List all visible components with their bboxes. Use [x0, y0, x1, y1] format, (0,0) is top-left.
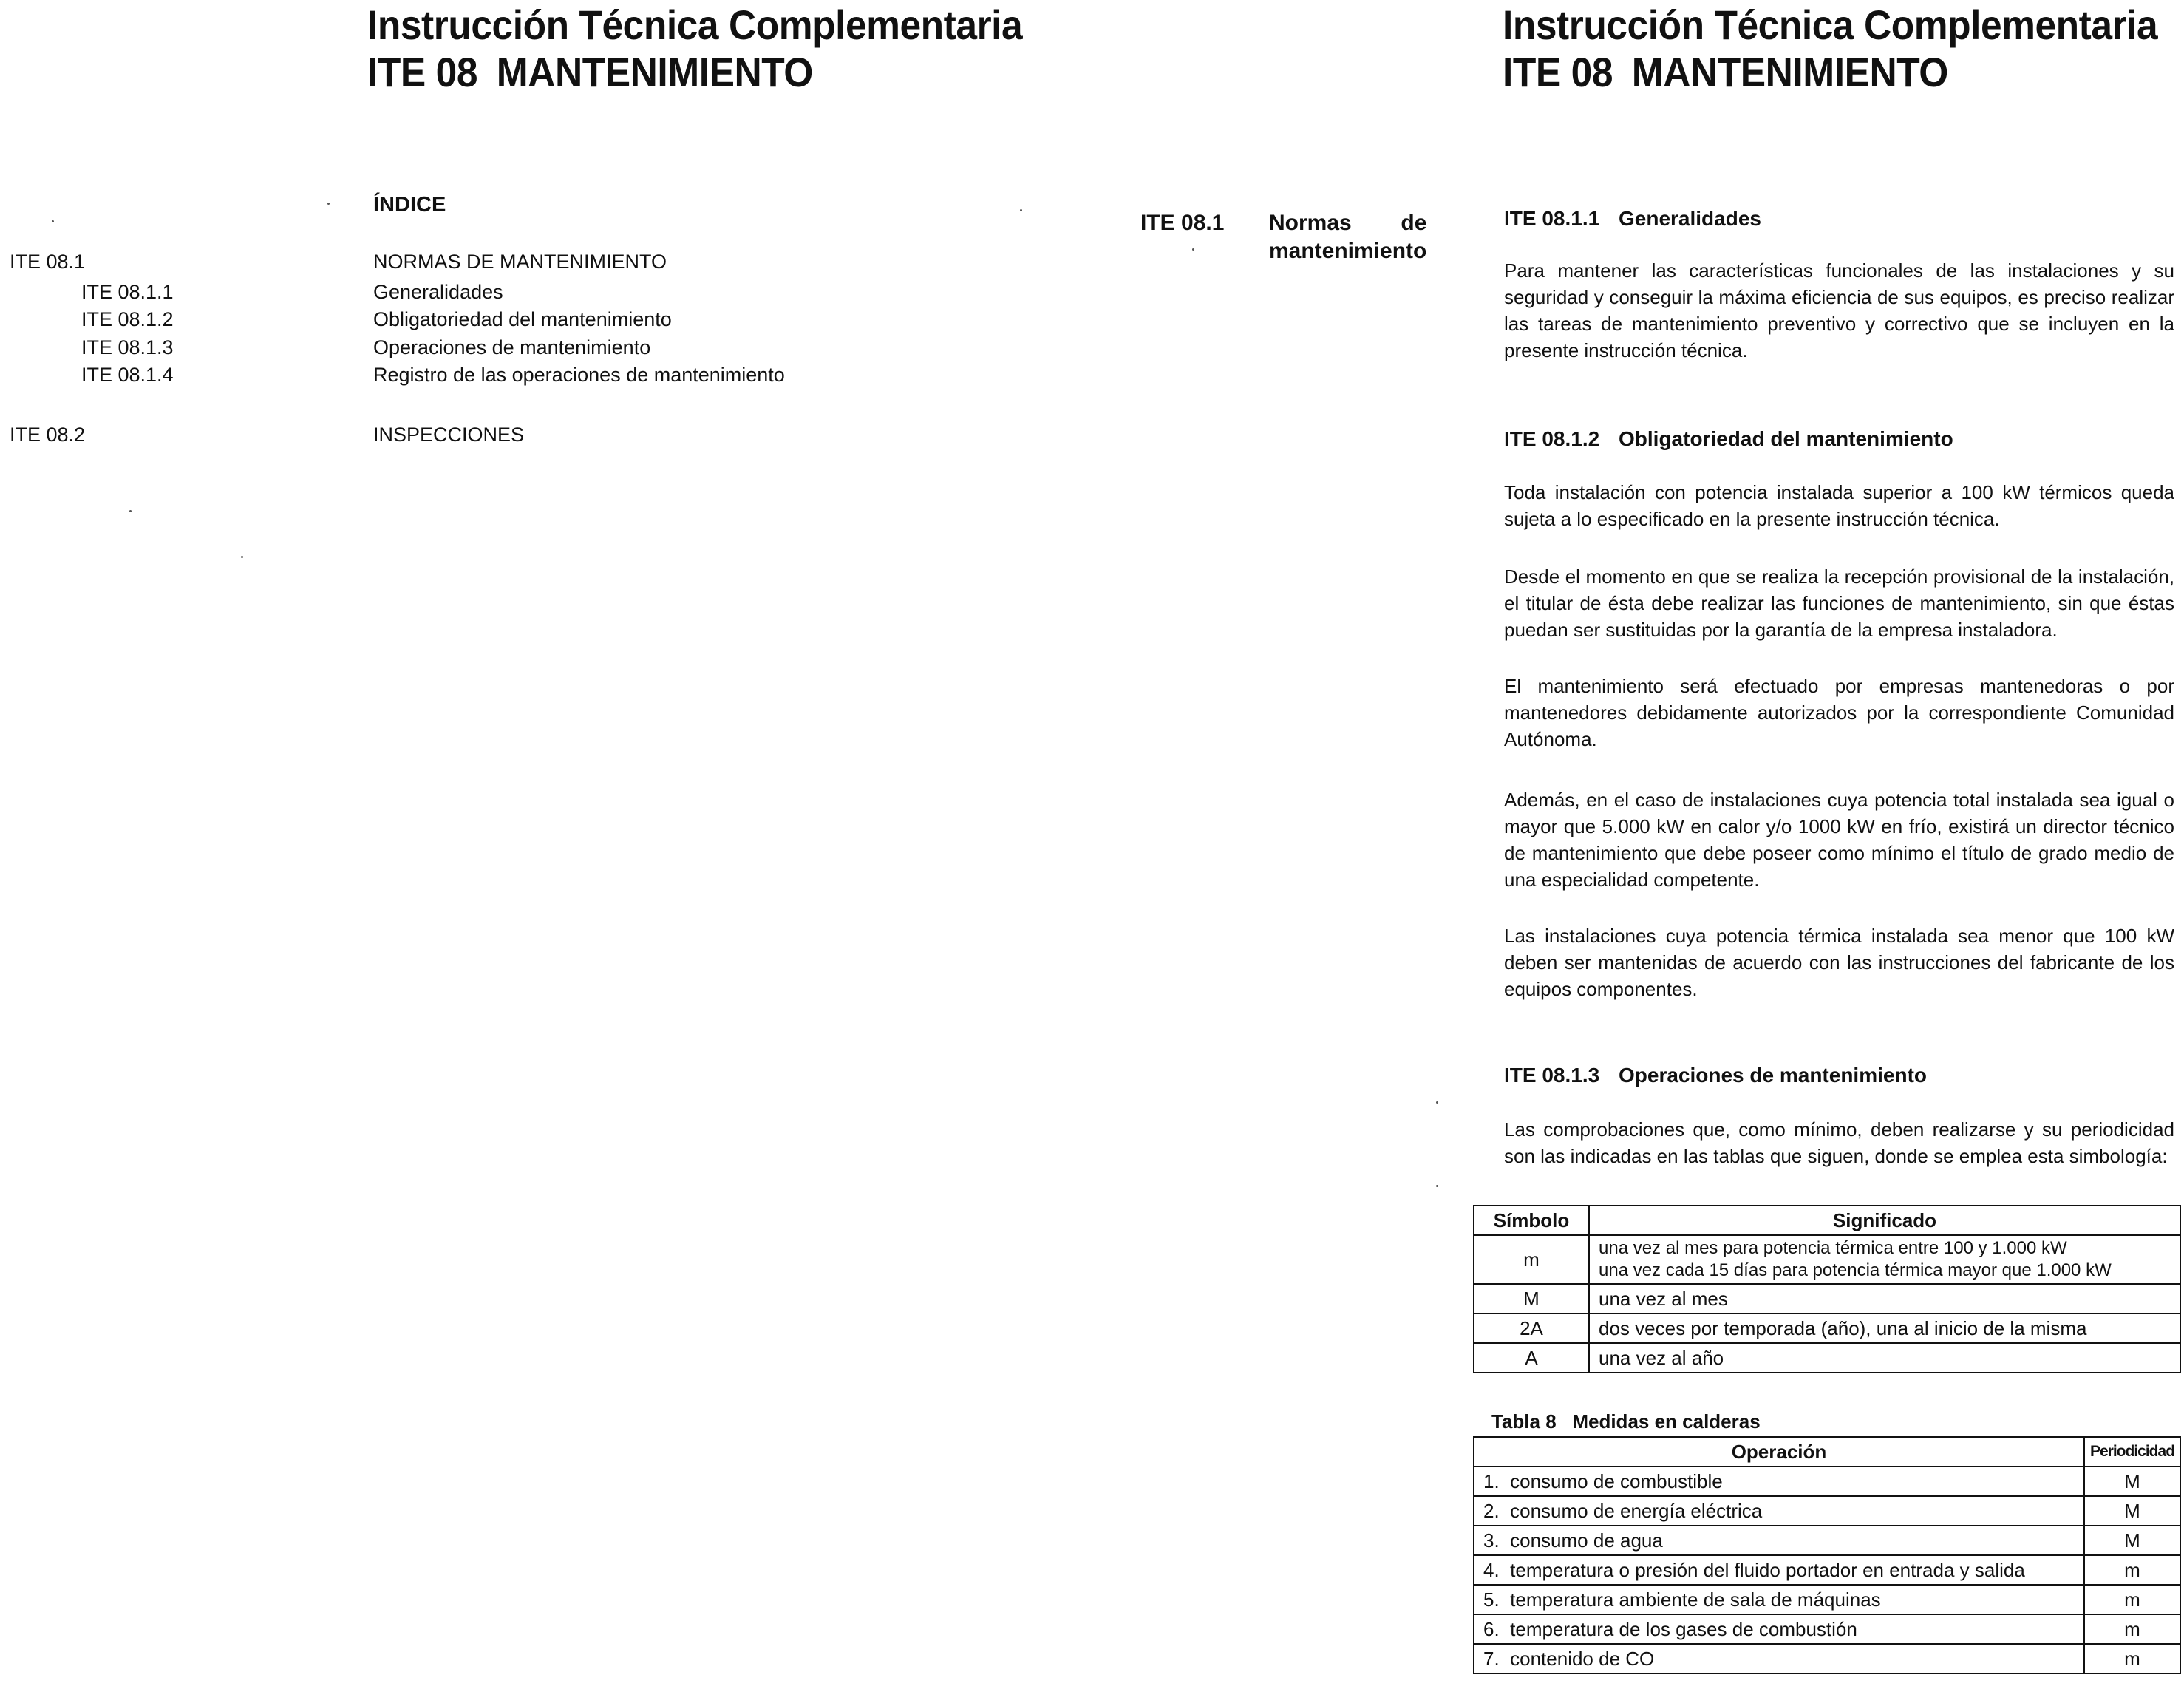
- index-code: ITE 08.1.2: [81, 308, 174, 330]
- paragraph: Además, en el caso de instalaciones cuya potencia total instalada sea igual o mayor que 5.000 kW en calor y/o 1000 kW en frío, existirá un director técnico de mantenimiento que debe poseer como mínimo el título de grado medio de una especialidad competente.: [1504, 789, 2174, 891]
- periodicity-cell: M: [2084, 1496, 2180, 1526]
- index-code: ITE 08.1.1: [81, 281, 174, 303]
- margin-section-code: ITE 08.1: [1140, 211, 1225, 235]
- margin-title-word: Normas de: [1269, 211, 1427, 235]
- meaning-line: una vez cada 15 días para potencia térmica mayor que 1.000 kW: [1599, 1260, 2112, 1280]
- meaning-cell: una vez al mes: [1589, 1284, 2180, 1314]
- table-row: [1474, 1555, 2180, 1585]
- table-row: [1474, 1644, 2180, 1673]
- symbol-cell: M: [1474, 1284, 1589, 1314]
- left-header-line2: [367, 49, 1022, 96]
- table-row: [1474, 1235, 2180, 1284]
- periodicity-cell: m: [2084, 1644, 2180, 1673]
- periodicity-cell: m: [2084, 1614, 2180, 1644]
- periodicity-column-header: Periodicidad: [2084, 1437, 2180, 1467]
- operation-cell: 6. temperatura de los gases de combustión: [1474, 1614, 2084, 1644]
- table-row: [1474, 1585, 2180, 1614]
- table-header-row: [1474, 1437, 2180, 1467]
- right-header-title: MANTENIMIENTO: [1631, 49, 1948, 95]
- section-heading-08-1-2: [1504, 427, 1953, 451]
- table-row: [1474, 1614, 2180, 1644]
- index-code: ITE 08.1: [10, 251, 86, 273]
- section-title: Operaciones de mantenimiento: [1619, 1064, 1927, 1087]
- index-text: Operaciones de mantenimiento: [373, 336, 651, 358]
- index-text: INSPECCIONES: [373, 424, 525, 446]
- index-code: ITE 08.1.3: [81, 336, 174, 358]
- section-number: ITE 08.1.1: [1504, 207, 1600, 230]
- periodicity-cell: m: [2084, 1555, 2180, 1585]
- right-page-header: [1503, 1, 2157, 96]
- periodicity-cell: m: [2084, 1585, 2180, 1614]
- index-text: Obligatoriedad del mantenimiento: [373, 308, 672, 330]
- symbol-cell: 2A: [1474, 1314, 1589, 1343]
- paragraph: Las comprobaciones que, como mínimo, deben realizarse y su periodicidad son las indicadas en las tablas que siguen, donde se emplea esta simbología:: [1504, 1118, 2174, 1167]
- paragraph: Toda instalación con potencia instalada superior a 100 kW térmicos queda sujeta a lo especificado en la presente instrucción técnica.: [1504, 481, 2174, 530]
- margin-title-line1: [1269, 209, 1428, 237]
- operation-cell: 4. temperatura o presión del fluido portador en entrada y salida: [1474, 1555, 2084, 1585]
- table8-caption: Tabla 8 Medidas en calderas: [1491, 1410, 1761, 1433]
- paragraph: Para mantener las características funcionales de las instalaciones y su seguridad y conseguir la máxima eficiencia de sus equipos, es preciso realizar las tareas de mantenimiento preventivo y correctivo que se incluyen en la presente instrucción técnica.: [1504, 259, 2174, 361]
- meaning-column-header: Significado: [1589, 1206, 2180, 1235]
- section-number: ITE 08.1.2: [1504, 427, 1600, 450]
- table8: [1473, 1436, 2181, 1674]
- operation-cell: 5. temperatura ambiente de sala de máquinas: [1474, 1585, 2084, 1614]
- table-row: [1474, 1284, 2180, 1314]
- meaning-line: una vez al mes para potencia térmica entre 100 y 1.000 kW: [1599, 1238, 2067, 1258]
- paragraph: El mantenimiento será efectuado por empresas mantenedoras o por mantenedores debidamente autorizados por la correspondiente Comunidad Autónoma.: [1504, 675, 2174, 750]
- index-heading: ÍNDICE: [373, 193, 446, 217]
- table-row: [1474, 1496, 2180, 1526]
- table-row: [1474, 1526, 2180, 1555]
- section-title: Obligatoriedad del mantenimiento: [1619, 427, 1953, 450]
- section-heading-08-1-3: [1504, 1064, 1927, 1087]
- operation-cell: 3. consumo de agua: [1474, 1526, 2084, 1555]
- index-code: ITE 08.2: [10, 424, 86, 446]
- paragraph: Desde el momento en que se realiza la recepción provisional de la instalación, el titular de ésta debe realizar las funciones de mantenimiento, sin que éstas puedan ser sustituidas por la garantía de la empresa instaladora.: [1504, 565, 2174, 641]
- meaning-cell: [1589, 1235, 2180, 1284]
- paragraph: Las instalaciones cuya potencia térmica instalada sea menor que 100 kW deben ser mantenidas de acuerdo con las instrucciones del fabricante de los equipos componentes.: [1504, 925, 2174, 1000]
- periodicity-cell: M: [2084, 1526, 2180, 1555]
- symbol-column-header: Símbolo: [1474, 1206, 1589, 1235]
- symbol-cell: m: [1474, 1235, 1589, 1284]
- periodicity-cell: M: [2084, 1467, 2180, 1496]
- symbol-table: [1473, 1205, 2181, 1373]
- left-header-line1: Instrucción Técnica Complementaria: [367, 1, 1023, 48]
- operation-cell: 7. contenido de CO: [1474, 1644, 2084, 1673]
- margin-title-line2: mantenimiento: [1269, 239, 1427, 263]
- index-text: Registro de las operaciones de mantenimiento: [373, 364, 785, 386]
- index-code: ITE 08.1.4: [81, 364, 174, 386]
- table-row: [1474, 1343, 2180, 1373]
- symbol-cell: A: [1474, 1343, 1589, 1373]
- left-page-header: [367, 1, 1022, 96]
- left-header-title: MANTENIMIENTO: [496, 49, 813, 95]
- left-header-code: ITE 08: [367, 49, 478, 95]
- index-text: Generalidades: [373, 281, 503, 303]
- right-header-line2: [1503, 49, 2157, 96]
- table-row: [1474, 1314, 2180, 1343]
- meaning-cell: una vez al año: [1589, 1343, 2180, 1373]
- margin-section-title: [1269, 209, 1428, 265]
- table-header-row: [1474, 1206, 2180, 1235]
- table-row: [1474, 1467, 2180, 1496]
- section-title: Generalidades: [1619, 207, 1761, 230]
- index-text: NORMAS DE MANTENIMIENTO: [373, 251, 667, 273]
- right-header-line1: Instrucción Técnica Complementaria: [1503, 1, 2158, 48]
- operation-column-header: Operación: [1474, 1437, 2084, 1467]
- section-heading-08-1-1: [1504, 207, 1761, 231]
- operation-cell: 2. consumo de energía eléctrica: [1474, 1496, 2084, 1526]
- section-number: ITE 08.1.3: [1504, 1064, 1600, 1087]
- right-header-code: ITE 08: [1503, 49, 1613, 95]
- meaning-cell: dos veces por temporada (año), una al inicio de la misma: [1589, 1314, 2180, 1343]
- operation-cell: 1. consumo de combustible: [1474, 1467, 2084, 1496]
